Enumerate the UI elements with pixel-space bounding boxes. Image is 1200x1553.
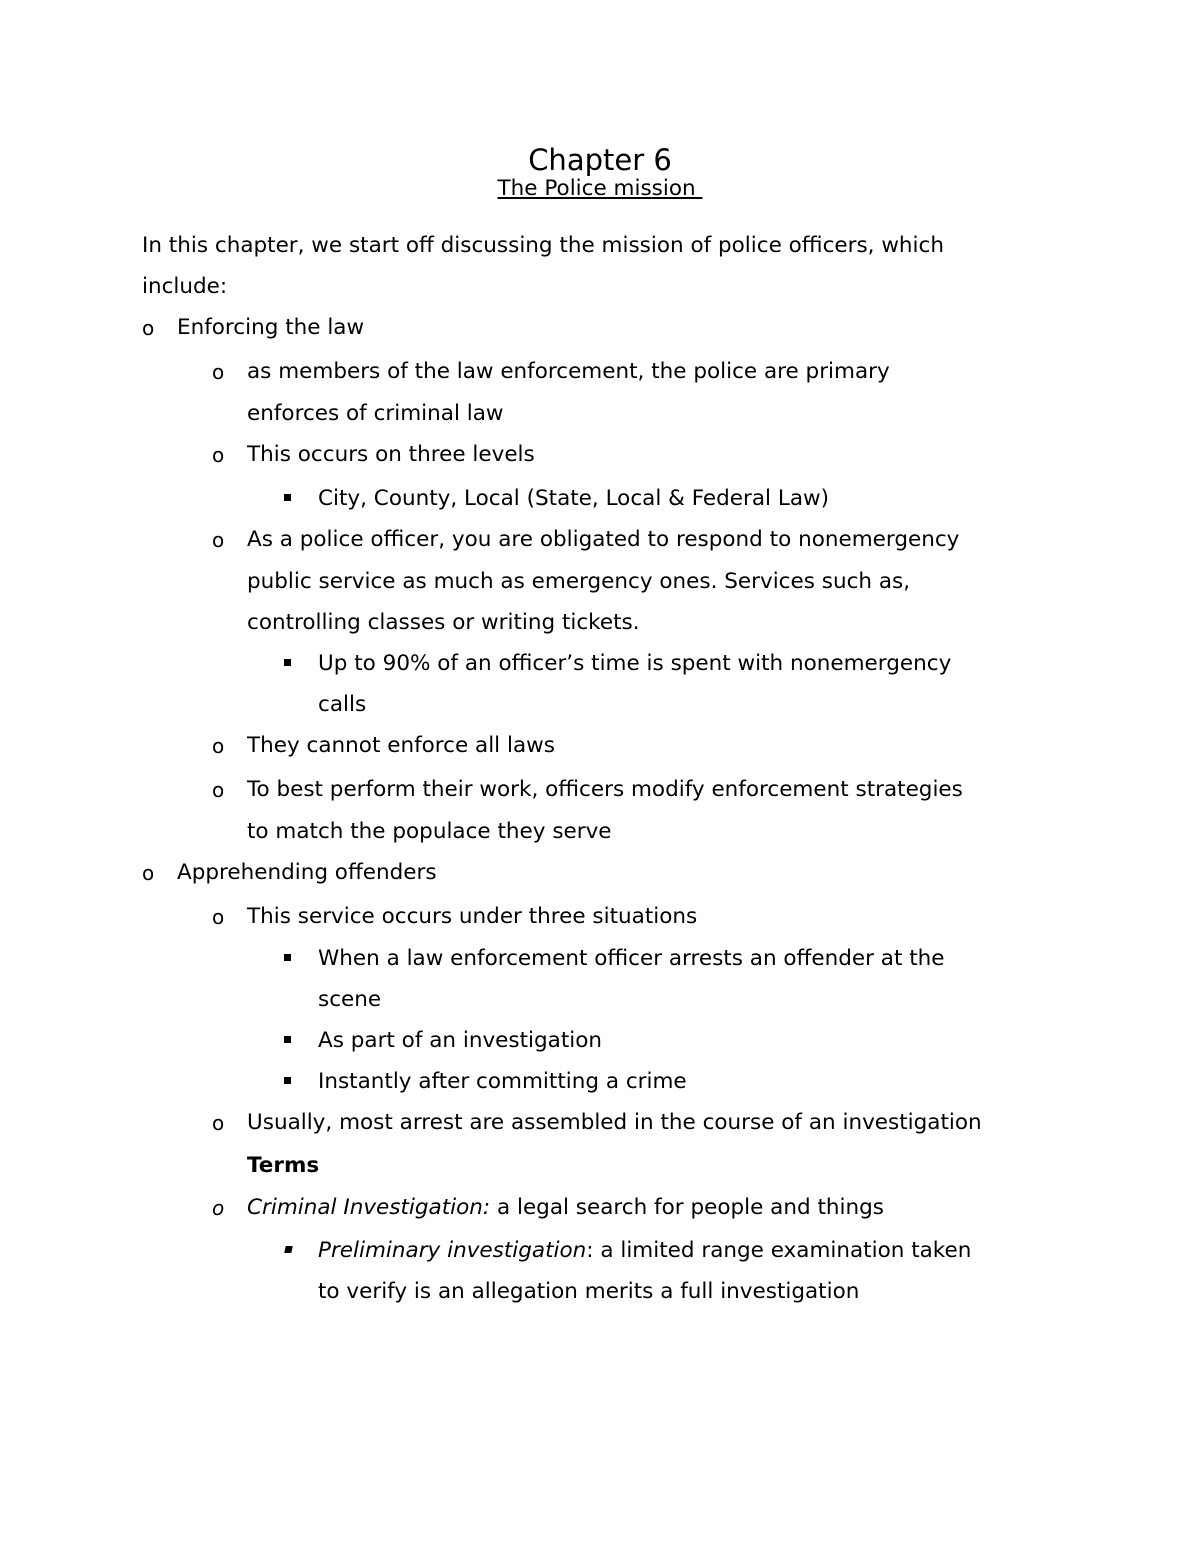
bullet-square-icon [284,659,291,666]
intro-line-1: In this chapter, we start off discussing the mission of police officers, which [142,233,944,258]
apprehending-sub2: As part of an investigation [318,1028,603,1053]
bullet-o-icon: o [212,528,225,552]
chapter-subtitle: The Police mission [497,176,703,201]
bullet-square-icon [284,954,291,961]
bullet-o-icon: o [212,1111,225,1135]
bullet-o-icon: o [212,360,225,384]
bullet-o-icon: o [142,861,155,885]
enforcing-item3-line1: As a police officer, you are obligated to respond to nonemergency [247,527,960,552]
bullet-o-icon: o [212,1196,225,1220]
enforcing-item3-line3: controlling classes or writing tickets. [247,610,640,635]
bullet-o-icon: o [212,734,225,758]
apprehending-heading: Apprehending offenders [177,860,437,885]
criminal-investigation-term: Criminal Investigation: [247,1195,491,1220]
preliminary-investigation-definition: : a limited range examination taken [586,1238,972,1263]
preliminary-investigation-line2: to verify is an allegation merits a full investigation [318,1279,860,1304]
bullet-o-icon: o [212,443,225,467]
enforcing-item3-sub1-line1: Up to 90% of an officer’s time is spent with nonemergency [318,651,952,676]
enforcing-item3-line2: public service as much as emergency ones. Services such as, [247,569,911,594]
enforcing-item2: This occurs on three levels [247,442,535,467]
chapter-title: Chapter 6 [528,143,672,177]
bullet-square-icon [284,494,291,501]
criminal-investigation-definition: a legal search for people and things [490,1195,884,1220]
apprehending-sub3: Instantly after committing a crime [318,1069,687,1094]
enforcing-heading: Enforcing the law [177,315,365,340]
apprehending-item1: This service occurs under three situations [247,904,698,929]
enforcing-item2-sub1: City, County, Local (State, Local & Federal Law) [318,486,829,511]
enforcing-item5-line2: to match the populace they serve [247,819,612,844]
apprehending-sub1-line2: scene [318,987,382,1012]
preliminary-investigation-term: Preliminary investigation [318,1238,587,1263]
bullet-o-icon: o [142,316,155,340]
bullet-square-icon [284,1246,292,1253]
terms-heading: Terms [247,1153,320,1178]
preliminary-investigation-line1 [318,1236,971,1266]
enforcing-item5-line1: To best perform their work, officers modify enforcement strategies [247,777,963,802]
enforcing-item3-sub1-line2: calls [318,692,367,717]
enforcing-item4: They cannot enforce all laws [247,733,555,758]
bullet-square-icon [284,1077,291,1084]
apprehending-sub1-line1: When a law enforcement officer arrests an offender at the [318,946,945,971]
criminal-investigation-line [247,1193,884,1223]
bullet-o-icon: o [212,905,225,929]
apprehending-item2: Usually, most arrest are assembled in the course of an investigation [247,1110,982,1135]
enforcing-item1-line2: enforces of criminal law [247,401,504,426]
intro-line-2: include: [142,274,228,299]
enforcing-item1-line1: as members of the law enforcement, the police are primary [247,359,890,384]
bullet-square-icon [284,1036,291,1043]
bullet-o-icon: o [212,778,225,802]
